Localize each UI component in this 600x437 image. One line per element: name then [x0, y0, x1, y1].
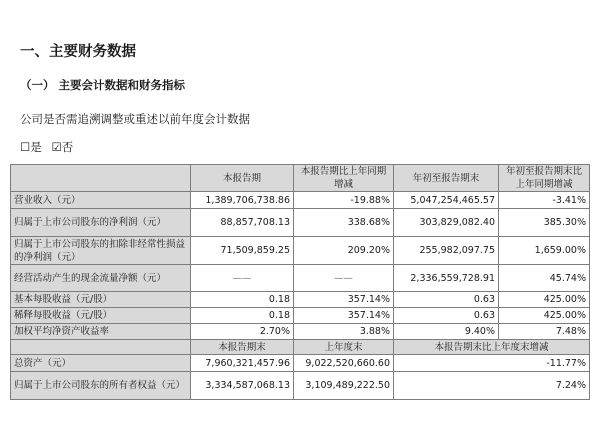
table-cell: 209.20%	[294, 237, 394, 265]
table-cell: -11.77%	[394, 355, 590, 372]
table-cell: 425.00%	[499, 292, 590, 308]
table-cell: 0.63	[394, 292, 499, 308]
row-label: 归属于上市公司股东的净利润（元）	[11, 209, 191, 237]
row-label: 归属于上市公司股东的扣除非经常性损益的净利润（元）	[11, 237, 191, 265]
table-cell: 357.14%	[294, 308, 394, 324]
financial-data-table	[10, 164, 590, 400]
table1-header-cell: 本报告期	[191, 165, 294, 192]
table2-header-row	[11, 340, 590, 355]
table1-header-cell: 本报告期比上年同期增减	[294, 165, 394, 192]
table-cell: 357.14%	[294, 292, 394, 308]
checkbox-yes: ☐是	[20, 140, 42, 154]
table-row	[11, 324, 590, 340]
table-cell: 3.88%	[294, 324, 394, 340]
table-cell: 2.70%	[191, 324, 294, 340]
row-label: 归属于上市公司股东的所有者权益（元）	[11, 372, 191, 400]
table2-header-cell	[11, 340, 191, 355]
table2-header-cell: 本报告期末比上年度末增减	[394, 340, 590, 355]
table-cell: 1,659.00%	[499, 237, 590, 265]
table-cell: 338.68%	[294, 209, 394, 237]
table-cell: 0.18	[191, 292, 294, 308]
table-cell: 1,389,706,738.86	[191, 192, 294, 209]
table-cell: 0.63	[394, 308, 499, 324]
table-cell: 88,857,708.13	[191, 209, 294, 237]
table1-header-cell	[11, 165, 191, 192]
table-cell: ——	[294, 265, 394, 292]
row-label: 稀释每股收益（元/股）	[11, 308, 191, 324]
table-row	[11, 355, 590, 372]
table-cell: 71,509,859.25	[191, 237, 294, 265]
table-cell: 9.40%	[394, 324, 499, 340]
row-label: 经营活动产生的现金流量净额（元）	[11, 265, 191, 292]
table-row	[11, 237, 590, 265]
table-cell: 7.48%	[499, 324, 590, 340]
row-label: 营业收入（元）	[11, 192, 191, 209]
table-cell: ——	[191, 265, 294, 292]
table-cell: 7.24%	[394, 372, 590, 400]
table-row	[11, 292, 590, 308]
table2-header-cell: 上年度末	[294, 340, 394, 355]
table1-header-row	[11, 165, 590, 192]
table-cell: 303,829,082.40	[394, 209, 499, 237]
table2-header-cell: 本报告期末	[191, 340, 294, 355]
table-cell: 255,982,097.75	[394, 237, 499, 265]
row-label: 基本每股收益（元/股）	[11, 292, 191, 308]
row-label: 加权平均净资产收益率	[11, 324, 191, 340]
table1-header-cell: 年初至报告期末比上年同期增减	[499, 165, 590, 192]
table-cell: 45.74%	[499, 265, 590, 292]
restatement-question: 公司是否需追溯调整或重述以前年度会计数据	[20, 112, 250, 126]
table-cell: 0.18	[191, 308, 294, 324]
restatement-checkboxes	[20, 139, 79, 155]
table-cell: 5,047,254,465.57	[394, 192, 499, 209]
table1-header-cell: 年初至报告期末	[394, 165, 499, 192]
table-cell: 385.30%	[499, 209, 590, 237]
table-cell: 7,960,321,457.96	[191, 355, 294, 372]
table-cell: 3,334,587,068.13	[191, 372, 294, 400]
table-cell: 3,109,489,222.50	[294, 372, 394, 400]
table-cell: 2,336,559,728.91	[394, 265, 499, 292]
table-row	[11, 372, 590, 400]
table-row	[11, 265, 590, 292]
table-row	[11, 308, 590, 324]
row-label: 总资产（元）	[11, 355, 191, 372]
table-row	[11, 209, 590, 237]
table-cell: -19.88%	[294, 192, 394, 209]
table-row	[11, 192, 590, 209]
table-cell: 425.00%	[499, 308, 590, 324]
subsection-title: （一） 主要会计数据和财务指标	[20, 78, 186, 92]
table-cell: 9,022,520,660.60	[294, 355, 394, 372]
table-cell: -3.41%	[499, 192, 590, 209]
checkbox-no: ☑否	[51, 140, 74, 154]
section-title: 一、主要财务数据	[20, 44, 136, 60]
